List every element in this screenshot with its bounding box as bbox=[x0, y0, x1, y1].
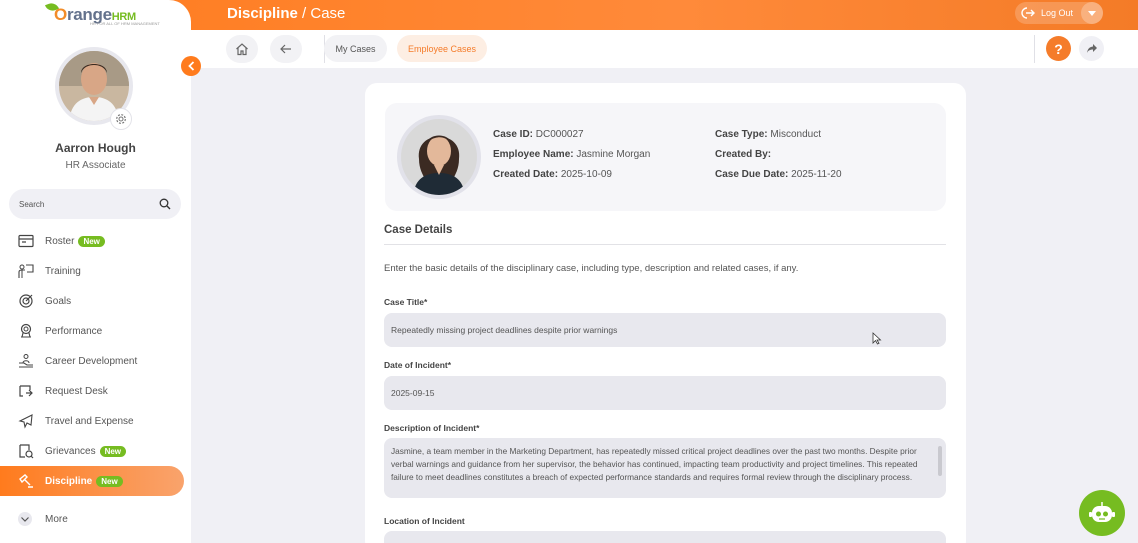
employee-avatar bbox=[397, 115, 481, 199]
sidebar-item-training[interactable]: Training bbox=[0, 256, 191, 286]
home-icon bbox=[235, 42, 249, 56]
award-icon bbox=[17, 323, 34, 340]
training-icon bbox=[17, 263, 34, 280]
sidebar-item-career-development[interactable]: Career Development bbox=[0, 346, 191, 376]
help-button[interactable]: ? bbox=[1046, 36, 1071, 61]
search-icon[interactable] bbox=[159, 197, 171, 215]
logout-label: Log Out bbox=[1041, 8, 1074, 18]
sidebar-item-roster[interactable]: Roster New bbox=[0, 226, 191, 256]
sidebar-item-goals[interactable]: Goals bbox=[0, 286, 191, 316]
case-type: Case Type: Misconduct bbox=[715, 129, 821, 140]
page-title: Discipline / Case bbox=[227, 5, 346, 22]
new-badge: New bbox=[100, 446, 126, 457]
chevron-down-icon[interactable] bbox=[1081, 2, 1103, 24]
case-title-label: Case Title* bbox=[384, 297, 428, 307]
collapse-sidebar-button[interactable] bbox=[181, 56, 201, 76]
date-of-incident-field[interactable]: 2025-09-15 bbox=[384, 376, 946, 410]
divider bbox=[1034, 35, 1035, 63]
user-name: Aarron Hough bbox=[55, 141, 136, 155]
description-label: Description of Incident* bbox=[384, 423, 480, 433]
user-role: HR Associate bbox=[65, 160, 126, 171]
section-description: Enter the basic details of the disciplinary case, including type, description and related cases, if any. bbox=[384, 263, 799, 274]
chevron-down-icon bbox=[18, 512, 32, 526]
share-icon bbox=[1086, 43, 1098, 54]
request-desk-icon bbox=[17, 383, 34, 400]
sub-navigation bbox=[191, 30, 1138, 68]
created-by: Created By: bbox=[715, 149, 772, 160]
grievance-icon bbox=[17, 443, 34, 460]
mouse-cursor-icon bbox=[872, 332, 882, 350]
description-textarea[interactable]: Jasmine, a team member in the Marketing Department, has repeatedly missed critical project deadlines over the past two months. Despite prior verbal warnings and guidance from her supervisor, the behavior has continued, impacting team productivity and project timelines. This repeated failure to meet deadlines constitutes a breach of expected performance standards and requires formal review through the disciplinary process. bbox=[384, 438, 946, 498]
sidebar-more[interactable]: More bbox=[0, 508, 68, 530]
edit-avatar-button[interactable] bbox=[110, 108, 132, 130]
textarea-scrollbar[interactable] bbox=[938, 446, 942, 476]
sidebar-search bbox=[9, 189, 181, 219]
logo-tagline: HR FOR ALL OF HRM MANAGEMENT bbox=[90, 21, 160, 26]
sidebar-item-performance[interactable]: Performance bbox=[0, 316, 191, 346]
created-date: Created Date: 2025-10-09 bbox=[493, 169, 612, 180]
airplane-icon bbox=[17, 413, 34, 430]
case-title-field[interactable]: Repeatedly missing project deadlines despite prior warnings bbox=[384, 313, 946, 347]
share-button[interactable] bbox=[1079, 36, 1104, 61]
employee-summary bbox=[385, 103, 946, 211]
sidebar bbox=[0, 0, 191, 543]
target-icon bbox=[17, 293, 34, 310]
case-due-date: Case Due Date: 2025-11-20 bbox=[715, 169, 842, 180]
location-label: Location of Incident bbox=[384, 516, 465, 526]
tab-employee-cases[interactable]: Employee Cases bbox=[397, 35, 487, 62]
search-input[interactable] bbox=[19, 189, 149, 219]
new-badge: New bbox=[96, 476, 122, 487]
sidebar-menu bbox=[0, 226, 191, 496]
tab-my-cases[interactable]: My Cases bbox=[324, 35, 387, 62]
sidebar-item-grievances[interactable]: Grievances New bbox=[0, 436, 191, 466]
divider bbox=[384, 244, 946, 245]
back-button[interactable] bbox=[270, 35, 302, 63]
new-badge: New bbox=[78, 236, 104, 247]
robot-icon bbox=[1088, 501, 1116, 525]
section-title: Case Details bbox=[384, 224, 453, 236]
employee-name: Employee Name: Jasmine Morgan bbox=[493, 149, 651, 160]
sidebar-item-request-desk[interactable]: Request Desk bbox=[0, 376, 191, 406]
logout-button[interactable] bbox=[1015, 2, 1103, 24]
career-icon bbox=[17, 353, 34, 370]
gear-icon bbox=[115, 113, 127, 125]
sidebar-item-travel-and-expense[interactable]: Travel and Expense bbox=[0, 406, 191, 436]
logout-icon bbox=[1021, 7, 1035, 19]
case-card bbox=[365, 83, 966, 543]
date-of-incident-label: Date of Incident* bbox=[384, 360, 452, 370]
chatbot-button[interactable] bbox=[1079, 490, 1125, 536]
home-button[interactable] bbox=[226, 35, 258, 63]
sidebar-item-discipline[interactable]: Discipline New bbox=[0, 466, 184, 496]
case-id: Case ID: DC000027 bbox=[493, 129, 584, 140]
chevron-left-icon bbox=[188, 61, 195, 71]
location-field[interactable] bbox=[384, 531, 946, 543]
orangehrm-logo[interactable]: OrangeHRM HR FOR ALL OF HRM MANAGEMENT bbox=[42, 3, 152, 29]
arrow-left-icon bbox=[280, 44, 292, 54]
calendar-icon bbox=[17, 233, 34, 250]
discipline-icon bbox=[17, 473, 34, 490]
